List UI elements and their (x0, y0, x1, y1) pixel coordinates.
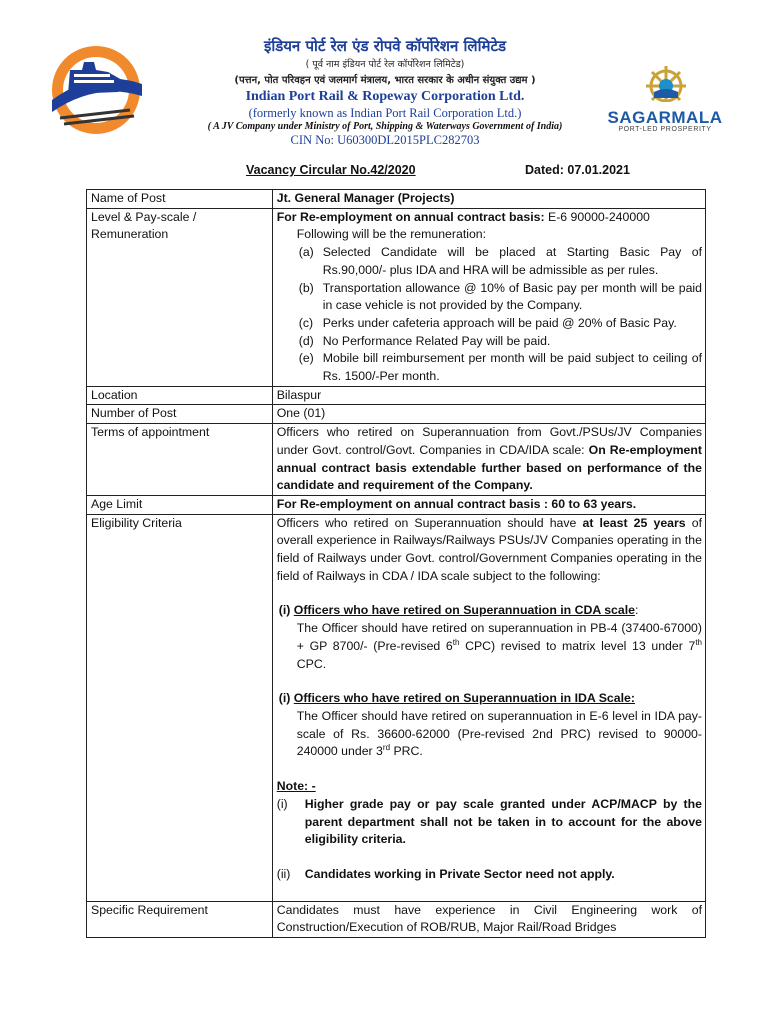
terms-label: Terms of appointment (87, 424, 273, 496)
table-row (87, 405, 706, 424)
list-item: (e) Mobile bill reimbursement per month will be paid subject to ceiling of Rs. 1500/-Per month. (298, 351, 702, 384)
note-heading: Note: - (276, 779, 316, 794)
location-value: Bilaspur (272, 386, 705, 405)
vacancy-details-table (86, 189, 706, 938)
location-label: Location (87, 386, 273, 405)
level-value (272, 208, 705, 386)
cda-heading: (i) Officers who have retired on Superannuation in CDA scale: (278, 603, 639, 618)
circular-number: Vacancy Circular No.42/2020 (246, 163, 416, 177)
table-row (87, 386, 706, 405)
level-intro: Following will be the remuneration: (296, 227, 487, 242)
post-label: Name of Post (87, 190, 273, 209)
sagarmala-logo (600, 70, 730, 133)
level-lead-rest: E-6 90000-240000 (544, 209, 650, 224)
note-item: (i) Higher grade pay or pay scale granted under ACP/MACP by the parent department shall not be taken in to account for the above eligibility criteria. (276, 796, 702, 847)
terms-text: Officers who retired on Superannuation from Govt./PSUs/JV Companies under Govt. control/Govt. Companies in CDA/IDA scale: (276, 425, 702, 457)
age-label: Age Limit (87, 495, 273, 514)
ministry-hindi: (पत्तन, पोत परिवहन एवं जलमार्ग मंत्रालय, भारत सरकार के अधीन संयुक्त उद्यम ) (234, 75, 536, 86)
table-row (87, 514, 706, 901)
table-row (87, 424, 706, 496)
list-item: (b) Transportation allowance @ 10% of Basic pay per month will be paid in case vehicle is not provided by the Company. (298, 280, 702, 313)
list-item: (c) Perks under cafeteria approach will be paid @ 20% of Basic Pay. (298, 315, 677, 330)
terms-value (272, 424, 705, 496)
eligibility-intro: Officers who retired on Superannuation should have at least 25 years of overall experience in Railways/Railways PSUs/JV Companies operating in the field of Railways under Govt. control/Government Companies operating in the field of Railways in CDA / IDA scale subject to the following: (276, 515, 702, 583)
sagarmala-title: SAGARMALA (607, 108, 723, 127)
list-item: (d) No Performance Related Pay will be paid. (298, 333, 551, 348)
cin-number: CIN No: U60300DL2015PLC282703 (290, 133, 480, 147)
number-value: One (01) (272, 405, 705, 424)
circular-date: Dated: 07.01.2021 (525, 163, 630, 177)
list-item: (a) Selected Candidate will be placed at Starting Basic Pay of Rs.90,000/- plus IDA and HRA will be admissible as per rules. (298, 245, 702, 277)
specific-label: Specific Requirement (87, 901, 273, 937)
number-label: Number of Post (87, 405, 273, 424)
ida-text: The Officer should have retired on superannuation in E-6 level in IDA pay-scale of Rs. 36600-62000 (Pre-revised 2nd PRC) revised to 90000-240000 under 3rd PRC. (296, 708, 702, 759)
table-row (87, 495, 706, 514)
ship-wheel-icon (600, 62, 730, 102)
former-name-english: (formerly known as Indian Port Rail Corporation Ltd.) (248, 106, 522, 120)
table-row (87, 208, 706, 386)
age-value: For Re-employment on annual contract basis : 60 to 63 years. (272, 495, 705, 514)
specific-value: Candidates must have experience in Civil Engineering work of Construction/Execution of ROB/RUB, Major Rail/Road Bridges (272, 901, 705, 937)
post-value: Jt. General Manager (Projects) (272, 190, 705, 209)
former-name-hindi: ( पूर्व नाम इंडियन पोर्ट रेल कॉर्पोरेशन लिमिटेड) (305, 59, 465, 70)
note-item: (ii) Candidates working in Private Sector need not apply. (276, 866, 615, 881)
company-name-english: Indian Port Rail & Ropeway Corporation Ltd. (245, 89, 525, 104)
level-lead-bold: For Re-employment on annual contract basis: (276, 209, 545, 224)
cda-text: The Officer should have retired on superannuation in PB-4 (37400-67000) + GP 8700/- (Pre-revised 6th CPC) revised to matrix level 13 under 7th CPC. (296, 621, 702, 671)
table-row (87, 901, 706, 937)
company-name-hindi: इंडियन पोर्ट रेल एंड रोपवे कॉर्पोरेशन लिमिटेड (263, 37, 507, 55)
level-label: Level & Pay-scale / Remuneration (87, 208, 273, 386)
sagarmala-tagline: PORT-LED PROSPERITY (618, 126, 712, 133)
terms-bold: On Re-employment annual contract basis extendable further based on performance of the candidate and requirement of the Company. (276, 442, 702, 493)
eligibility-value (272, 514, 705, 901)
ida-heading: (i) Officers who have retired on Superannuation in IDA Scale: (278, 691, 635, 706)
iprcl-logo (38, 40, 156, 136)
table-row (87, 190, 706, 209)
eligibility-label: Eligibility Criteria (87, 514, 273, 901)
jv-line: ( A JV Company under Ministry of Port, Shipping & Waterways Government of India) (207, 121, 563, 132)
letterhead (0, 0, 770, 150)
